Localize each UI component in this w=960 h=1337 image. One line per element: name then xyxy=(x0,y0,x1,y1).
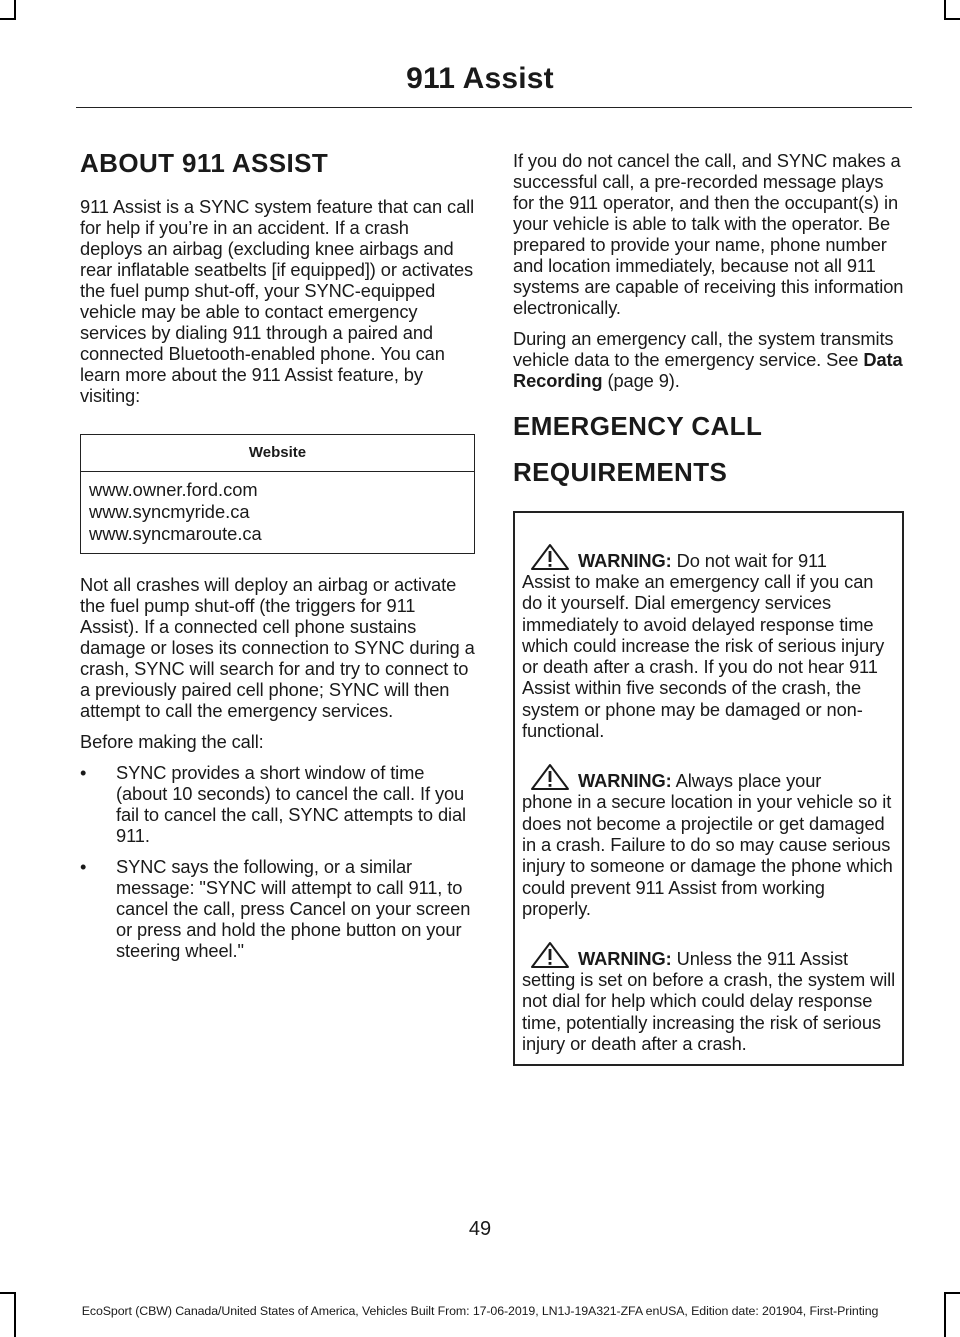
website-table xyxy=(80,434,475,554)
website-url: www.owner.ford.com xyxy=(89,479,258,500)
list-item-text: SYNC provides a short window of time (about 10 seconds) to cancel the call. If you fail to cancel the call, SYNC attempts to dial 911. xyxy=(116,762,467,846)
warning-text-start: Always place your xyxy=(675,770,822,792)
warning-text: phone in a secure location in your vehicle so it does not become a projectile or get damaged in a crash. Failure to do so may cause serious injury to someone or damage the phone which could prevent 911 Assist from working properly. xyxy=(522,791,893,919)
warning-item xyxy=(522,763,896,919)
crash-triggers-paragraph: Not all crashes will deploy an airbag or activate the fuel pump shut-off (the triggers for 911 Assist). If a connected cell phone sustains damage or loses its connection to SYNC during a crash, SYNC will search for and try to connect to a previously paired cell phone; SYNC will then attempt to call the emergency services. xyxy=(80,574,475,721)
section-heading-requirements: REQUIREMENTS xyxy=(513,457,728,487)
data-recording-link[interactable]: Data Recording xyxy=(513,349,903,391)
list-item xyxy=(80,856,476,961)
page-title: 911 Assist xyxy=(406,62,554,95)
list-item-text: SYNC says the following, or a similar message: "SYNC will attempt to call 911, to cancel the call, press Cancel on your screen or press and hold the phone button on your steering wheel." xyxy=(116,856,471,961)
page-number: 49 xyxy=(468,1218,492,1240)
header-divider xyxy=(76,107,912,108)
website-table-header: Website xyxy=(81,435,474,472)
vehicle-data-text: During an emergency call, the system transmits vehicle data to the emergency service. See xyxy=(513,328,894,370)
page-reference: (page 9). xyxy=(602,370,680,391)
vehicle-data-paragraph xyxy=(513,328,909,391)
warning-text: Assist to make an emergency call if you can do it yourself. Dial emergency services immediately to avoid delayed response time which could increase the risk of serious injury or death after a crash. If you do not hear 911 Assist within five seconds of the crash, the system or phone may be damaged or non-functional. xyxy=(522,571,885,742)
warning-label: WARNING: xyxy=(578,947,672,969)
list-item xyxy=(80,762,476,846)
before-call-label: Before making the call: xyxy=(80,731,264,752)
website-url: www.syncmaroute.ca xyxy=(89,523,262,544)
bullet-list xyxy=(80,762,476,961)
warning-text-start: Do not wait for 911 xyxy=(676,549,827,571)
crop-mark xyxy=(0,1292,16,1294)
warning-item xyxy=(522,941,896,1054)
bullet-icon: • xyxy=(80,856,87,877)
warning-item xyxy=(522,543,896,741)
footer-edition-info: EcoSport (CBW) Canada/United States of America, Vehicles Built From: 17-06-2019, LN1J-19A321-ZFA enUSA, Edition date: 201904, First-Printing xyxy=(81,1304,879,1318)
warning-text-start: Unless the 911 Assist xyxy=(676,947,848,969)
left-column xyxy=(80,146,476,971)
crop-mark xyxy=(0,18,16,20)
website-table-cell xyxy=(81,472,474,553)
warnings-box xyxy=(513,511,904,1066)
warning-text: setting is set on before a crash, the system will not dial for help which could delay response time, potentially increasing the risk of serious injury or death after a crash. xyxy=(522,969,896,1055)
crop-mark xyxy=(944,1292,960,1294)
section-heading-emergency-call: EMERGENCY CALL xyxy=(513,411,763,441)
bullet-icon: • xyxy=(80,762,87,783)
warning-triangle-icon xyxy=(530,941,570,969)
warning-triangle-icon xyxy=(530,763,570,791)
warning-label: WARNING: xyxy=(578,770,672,792)
cancel-call-paragraph: If you do not cancel the call, and SYNC makes a successful call, a pre-recorded message plays for the 911 operator, and then the occupant(s) in your vehicle is able to talk with the operator. Be prepared to provide your name, phone number and location immediately, because not all 911 systems are capable of receiving this information electronically. xyxy=(513,150,904,318)
intro-paragraph: 911 Assist is a SYNC system feature that can call for help if you’re in an accident. If a crash deploys an airbag (excluding knee airbags and rear inflatable seatbelts [if equipped]) or activates the fuel pump shut-off, your SYNC-equipped vehicle may be able to contact emergency services by dialing 911 through a paired and connected Bluetooth-enabled phone. You can learn more about the 911 Assist feature, by visiting: xyxy=(80,196,475,406)
section-heading-about: ABOUT 911 ASSIST xyxy=(80,148,329,178)
warning-label: WARNING: xyxy=(578,549,672,571)
warning-triangle-icon xyxy=(530,543,570,571)
crop-mark xyxy=(944,18,960,20)
crop-mark xyxy=(944,0,946,18)
crop-mark xyxy=(14,0,16,18)
right-column xyxy=(513,150,909,1066)
website-url: www.syncmyride.ca xyxy=(89,501,250,522)
